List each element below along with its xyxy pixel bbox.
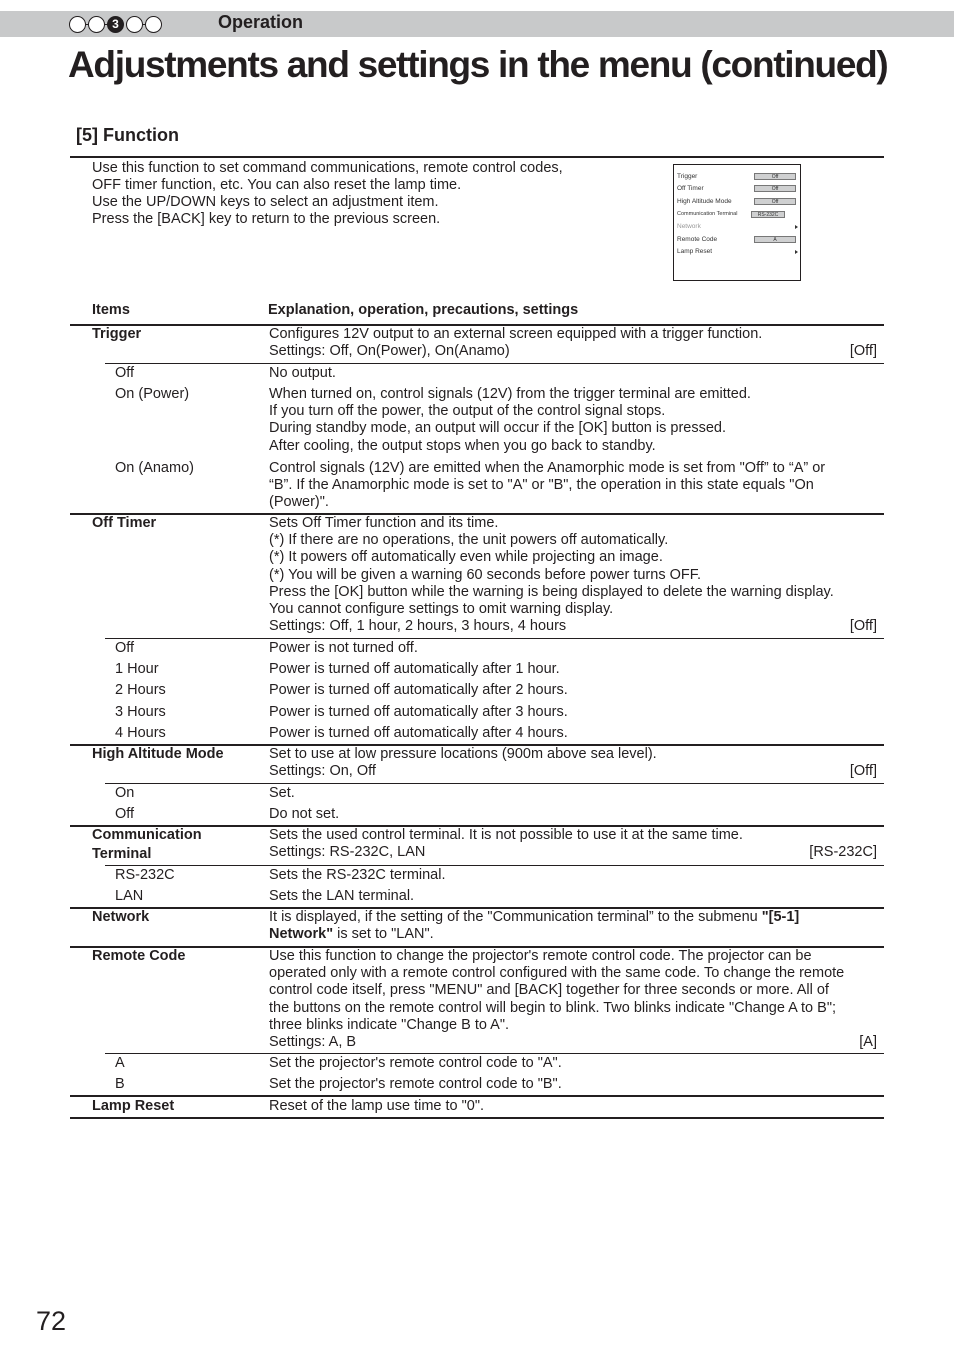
remote-code-settings: Settings: A, B <box>269 1034 357 1051</box>
comm-terminal-explanation <box>269 827 877 861</box>
intro-text <box>92 160 563 228</box>
intro-line: OFF timer function, etc. You can also reset the lamp time. <box>92 177 462 193</box>
option-line: (Power)". <box>269 494 329 511</box>
menu-arrow-icon <box>795 225 798 229</box>
trigger-option-on-anamo-text <box>269 460 877 512</box>
menu-item-lamp-reset: Lamp Reset <box>677 248 713 255</box>
trigger-option-on-power: On (Power) <box>115 386 190 402</box>
network-text: It is displayed, if the setting of the "Communication terminal” to the submenu <box>269 909 762 925</box>
network-submenu-ref: Network" <box>269 926 334 943</box>
chapter-label: Operation <box>218 12 304 32</box>
section-divider <box>70 1095 884 1097</box>
section-title: [5] Function <box>76 125 179 145</box>
option-line: If you turn off the power, the output of the control signal stops. <box>269 403 666 420</box>
row-divider <box>105 363 884 364</box>
off-timer-option-1h: 1 Hour <box>115 661 159 677</box>
item-lamp-reset: Lamp Reset <box>92 1098 175 1114</box>
off-timer-option-off-text: Power is not turned off. <box>269 640 418 656</box>
network-line-1 <box>269 909 877 926</box>
chapter-progress-markers <box>69 14 164 34</box>
trigger-explanation <box>269 326 877 360</box>
high-altitude-settings-row <box>269 763 877 780</box>
trigger-default: [Off] <box>849 343 877 360</box>
comm-terminal-option-rs232c: RS-232C <box>115 867 175 883</box>
off-timer-settings-row <box>269 618 877 635</box>
page-number: 72 <box>36 1306 67 1336</box>
comm-terminal-settings: Settings: RS-232C, LAN <box>269 844 426 861</box>
network-text: is set to "LAN". <box>333 926 434 943</box>
menu-item-trigger: Trigger <box>677 173 698 180</box>
high-altitude-default: [Off] <box>849 763 877 780</box>
remote-code-option-a: A <box>115 1055 125 1071</box>
remote-code-settings-row <box>269 1034 877 1051</box>
menu-value-remote-code: A <box>754 236 796 243</box>
explanation-line: control code itself, press "MENU" and [BACK] together for three seconds or more. All of <box>269 982 829 999</box>
item-remote-code: Remote Code <box>92 948 186 964</box>
remote-code-option-a-text: Set the projector's remote control code to "A". <box>269 1055 562 1071</box>
chapter-marker-current-icon: 3 <box>107 16 124 33</box>
off-timer-option-3h-text: Power is turned off automatically after 3 hours. <box>269 704 568 720</box>
row-divider <box>105 638 884 639</box>
menu-item-network: Network <box>677 223 701 230</box>
high-altitude-option-off-text: Do not set. <box>269 806 340 822</box>
option-line: No output. <box>269 365 336 381</box>
network-submenu-ref: "[5-1] <box>761 909 800 925</box>
comm-terminal-option-lan: LAN <box>115 888 144 904</box>
intro-line: Press the [BACK] key to return to the previous screen. <box>92 211 441 227</box>
comm-terminal-option-rs232c-text: Sets the RS-232C terminal. <box>269 867 446 883</box>
item-comm-terminal-line2: Terminal <box>92 846 152 862</box>
remote-code-option-b-text: Set the projector's remote control code to "B". <box>269 1076 562 1092</box>
explanation-line: three blinks indicate "Change B to A". <box>269 1016 510 1033</box>
option-line: When turned on, control signals (12V) from the trigger terminal are emitted. <box>269 386 751 402</box>
item-off-timer: Off Timer <box>92 515 157 531</box>
trigger-desc: Configures 12V output to an external screen equipped with a trigger function. <box>269 326 763 342</box>
menu-value-off-timer: Off <box>754 185 796 192</box>
section-rule <box>70 156 884 158</box>
chapter-marker-5-icon <box>145 16 162 33</box>
off-timer-option-1h-text: Power is turned off automatically after 1 hour. <box>269 661 560 677</box>
menu-value-trigger: Off <box>754 173 796 180</box>
option-line: Control signals (12V) are emitted when the Anamorphic mode is set from "Off” to “A” or <box>269 460 826 476</box>
trigger-option-on-anamo: On (Anamo) <box>115 460 194 476</box>
page-title: Adjustments and settings in the menu (continued) <box>68 44 888 85</box>
high-altitude-settings: Settings: On, Off <box>269 763 376 780</box>
trigger-settings-row <box>269 343 877 360</box>
high-altitude-explanation <box>269 746 877 780</box>
remote-code-option-b: B <box>115 1076 125 1092</box>
off-timer-option-off: Off <box>115 640 135 656</box>
item-high-altitude: High Altitude Mode <box>92 746 224 762</box>
item-network: Network <box>92 909 150 925</box>
menu-item-remote-code: Remote Code <box>677 236 718 243</box>
intro-line: Use the UP/DOWN keys to select an adjustment item. <box>92 194 439 210</box>
trigger-settings: Settings: Off, On(Power), On(Anamo) <box>269 343 510 360</box>
option-line: During standby mode, an output will occur if the [OK] button is pressed. <box>269 420 726 437</box>
network-explanation <box>269 909 877 943</box>
comm-terminal-settings-row <box>269 844 877 861</box>
high-altitude-option-on: On <box>115 785 135 801</box>
off-timer-settings: Settings: Off, 1 hour, 2 hours, 3 hours, 4 hours <box>269 618 567 635</box>
explanation-line: Use this function to change the projector's remote control code. The projector can be <box>269 948 812 964</box>
remote-code-default: [A] <box>859 1034 877 1051</box>
off-timer-option-3h: 3 Hours <box>115 704 166 720</box>
explanation-line: (*) If there are no operations, the unit powers off automatically. <box>269 532 669 549</box>
chapter-marker-2-icon <box>88 16 105 33</box>
row-divider <box>105 1053 884 1054</box>
option-line: After cooling, the output stops when you go back to standby. <box>269 437 656 454</box>
high-altitude-option-off: Off <box>115 806 135 822</box>
row-divider <box>105 865 884 866</box>
high-altitude-option-on-text: Set. <box>269 785 295 801</box>
menu-arrow-icon <box>795 250 798 254</box>
comm-terminal-option-lan-text: Sets the LAN terminal. <box>269 888 415 904</box>
row-divider <box>105 783 884 784</box>
comm-terminal-default: [RS-232C] <box>809 844 877 861</box>
chapter-marker-4-icon <box>126 16 143 33</box>
trigger-option-off-text <box>269 365 877 382</box>
off-timer-option-2h-text: Power is turned off automatically after 2 hours. <box>269 682 568 698</box>
option-line: “B”. If the Anamorphic mode is set to "A" or "B", the operation in this state equals "On <box>269 477 814 494</box>
explanation-line: Press the [OK] button while the warning is being displayed to delete the warning display. <box>269 583 834 600</box>
explanation-line: the buttons on the remote control will begin to blink. Two blinks indicate "Change A to B"; <box>269 999 837 1016</box>
item-trigger: Trigger <box>92 326 142 342</box>
off-timer-option-4h: 4 Hours <box>115 725 166 741</box>
off-timer-default: [Off] <box>849 618 877 635</box>
menu-item-comm-terminal: Communication Terminal <box>677 211 738 217</box>
off-timer-option-4h-text: Power is turned off automatically after 4 hours. <box>269 725 568 741</box>
off-timer-option-2h: 2 Hours <box>115 682 166 698</box>
explanation-line: operated only with a remote control configured with the same code. To change the remote <box>269 965 845 982</box>
remote-code-explanation <box>269 948 877 1051</box>
table-bottom-rule <box>70 1117 884 1119</box>
column-header-explanation: Explanation, operation, precautions, settings <box>268 302 579 318</box>
trigger-option-on-power-text <box>269 386 877 455</box>
explanation-line: Set to use at low pressure locations (900m above sea level). <box>269 746 657 762</box>
off-timer-explanation <box>269 515 877 635</box>
explanation-line: (*) You will be given a warning 60 seconds before power turns OFF. <box>269 566 702 583</box>
menu-value-high-altitude: Off <box>754 198 796 205</box>
intro-line: Use this function to set command communications, remote control codes, <box>92 160 563 176</box>
menu-item-high-altitude: High Altitude Mode <box>677 198 732 205</box>
menu-value-comm-terminal: RS-232C <box>751 211 785 218</box>
explanation-line: Sets the used control terminal. It is not possible to use it at the same time. <box>269 827 743 843</box>
menu-screenshot <box>673 164 801 281</box>
explanation-line: You cannot configure settings to omit warning display. <box>269 601 614 618</box>
explanation-line: (*) It powers off automatically even while projecting an image. <box>269 549 663 566</box>
column-header-items: Items <box>92 302 130 318</box>
trigger-option-off: Off <box>115 365 135 381</box>
lamp-reset-text: Reset of the lamp use time to "0". <box>269 1098 485 1114</box>
item-comm-terminal-line1: Communication <box>92 827 202 843</box>
explanation-line: Sets Off Timer function and its time. <box>269 515 499 531</box>
network-line-2 <box>269 926 877 943</box>
chapter-marker-1-icon <box>69 16 86 33</box>
menu-item-off-timer: Off Timer <box>677 185 704 192</box>
